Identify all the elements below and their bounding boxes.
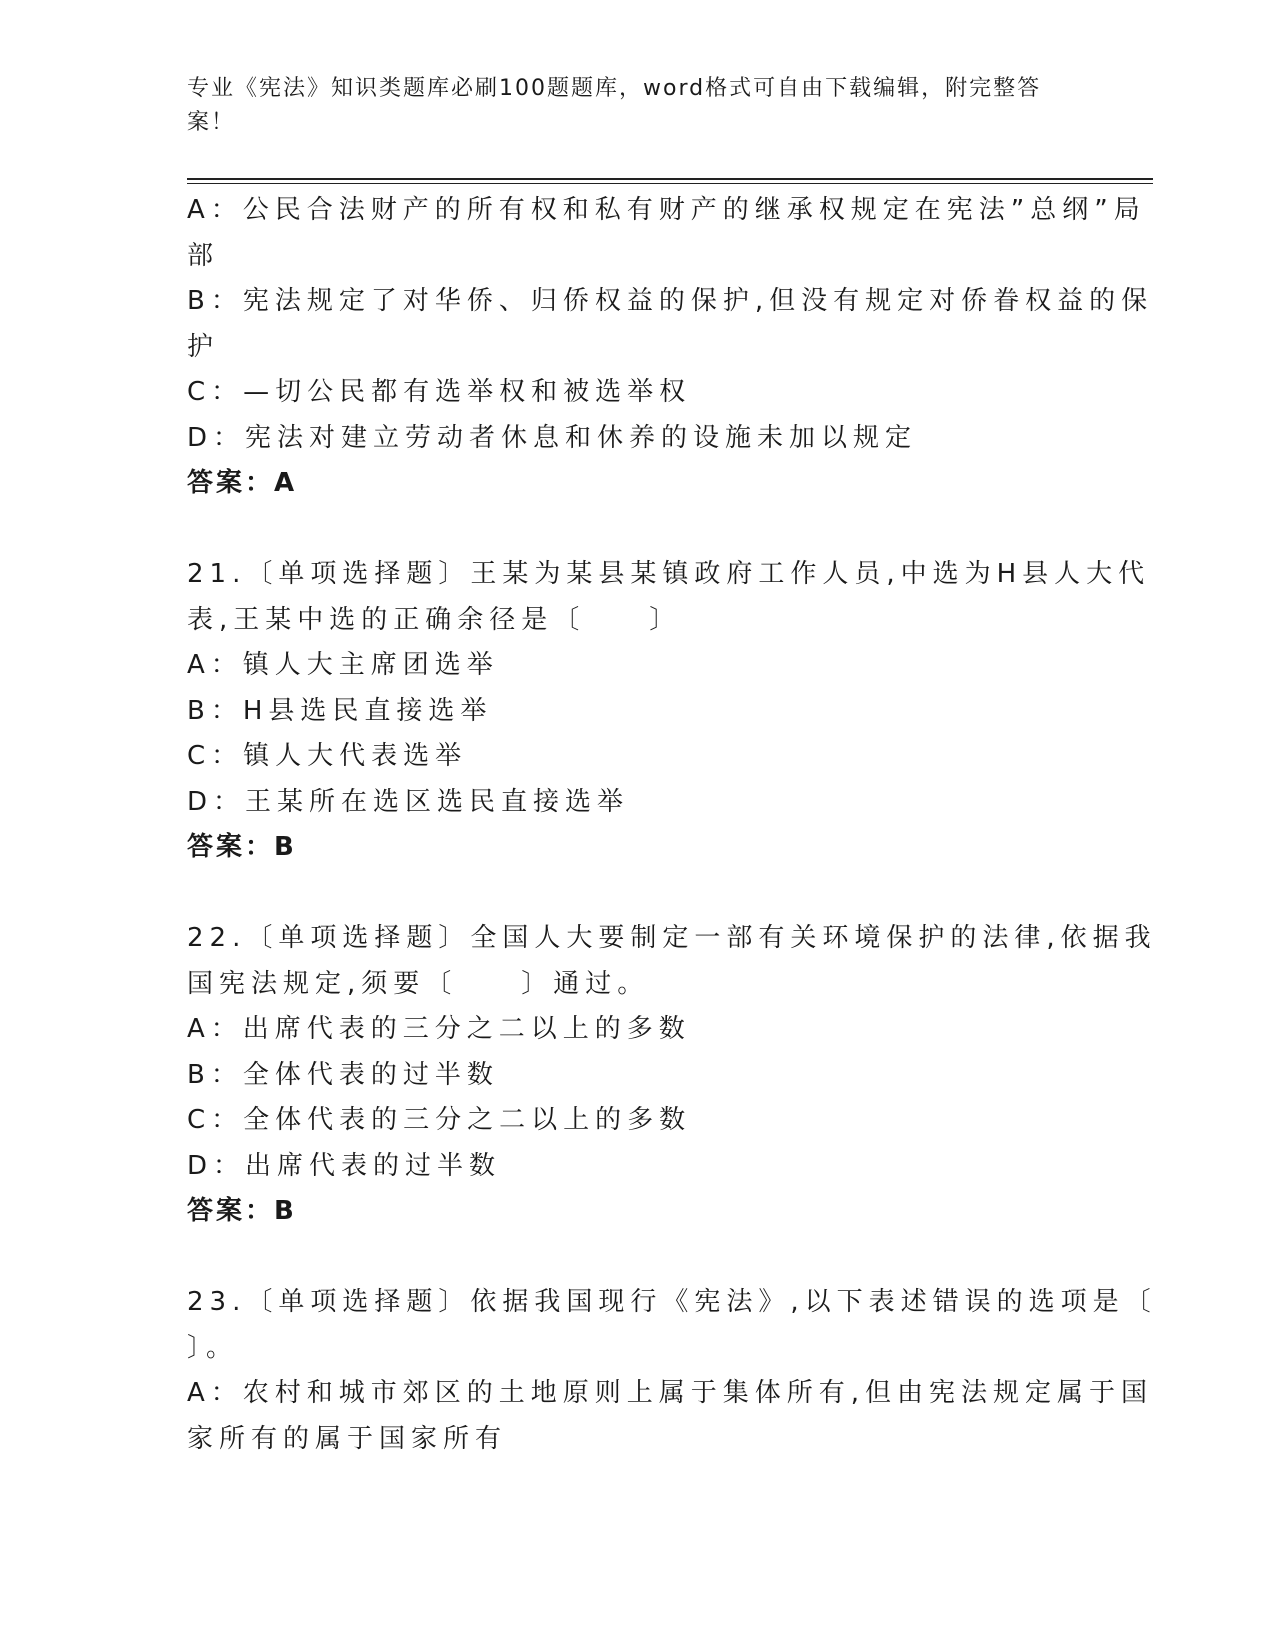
question-stem-line-1: 23.〔单项选择题〕依据我国现行《宪法》,以下表述错误的选项是〔 bbox=[187, 1287, 1157, 1317]
header-rule-thin bbox=[187, 183, 1153, 184]
question-block-21 bbox=[187, 552, 1151, 871]
answer: 答案：A bbox=[187, 468, 298, 498]
option-b: B：全体代表的过半数 bbox=[187, 1059, 499, 1090]
option-c: C：—切公民都有选举权和被选举权 bbox=[187, 377, 692, 407]
header-line-2: 案！ bbox=[187, 110, 236, 135]
question-stem-line-2: 表,王某中选的正确余径是〔 〕 bbox=[187, 604, 682, 635]
option-b-line-2: 护 bbox=[187, 331, 220, 362]
option-c: C：全体代表的三分之二以上的多数 bbox=[187, 1105, 692, 1135]
question-stem-line-1: 21.〔单项选择题〕王某为某县某镇政府工作人员,中选为H县人大代 bbox=[187, 559, 1151, 589]
answer: 答案：B bbox=[187, 1196, 297, 1226]
option-c: C：镇人大代表选举 bbox=[187, 741, 468, 771]
question-content bbox=[187, 188, 1157, 1462]
option-a-line-2: 家所有的属于国家所有 bbox=[187, 1423, 508, 1454]
option-b: B：H县选民直接选举 bbox=[187, 695, 493, 726]
option-a: A：镇人大主席团选举 bbox=[187, 650, 499, 680]
header-line-1: 专业《宪法》知识类题库必刷100题题库，word格式可自由下载编辑，附完整答 bbox=[187, 76, 1042, 101]
option-a: A：出席代表的三分之二以上的多数 bbox=[187, 1014, 691, 1044]
question-stem-line-2: 〕。 bbox=[187, 1332, 239, 1363]
question-stem-line-1: 22.〔单项选择题〕全国人大要制定一部有关环境保护的法律,依据我 bbox=[187, 923, 1157, 953]
spacer bbox=[187, 871, 1067, 917]
question-stem-line-2: 国宪法规定,须要〔 〕通过。 bbox=[187, 968, 650, 999]
question-block-prev bbox=[187, 188, 1154, 507]
option-b-line-1: B：宪法规定了对华侨、归侨权益的保护,但没有规定对侨眷权益的保 bbox=[187, 286, 1154, 316]
spacer bbox=[187, 1235, 1067, 1281]
option-d: D：出席代表的过半数 bbox=[187, 1150, 502, 1181]
option-a-line-1: A：农村和城市郊区的土地原则上属于集体所有,但由宪法规定属于国 bbox=[187, 1378, 1154, 1408]
option-d: D：宪法对建立劳动者休息和休养的设施未加以规定 bbox=[187, 422, 918, 453]
document-header bbox=[187, 72, 1067, 140]
spacer bbox=[187, 507, 1067, 553]
option-a-line-2: 部 bbox=[187, 240, 220, 271]
option-d: D：王某所在选区选民直接选举 bbox=[187, 786, 630, 817]
question-block-22 bbox=[187, 916, 1157, 1235]
answer: 答案：B bbox=[187, 832, 297, 862]
question-block-23 bbox=[187, 1280, 1157, 1462]
header-rule-thick bbox=[187, 178, 1153, 180]
option-a-line-1: A：公民合法财产的所有权和私有财产的继承权规定在宪法”总纲”局 bbox=[187, 195, 1146, 225]
